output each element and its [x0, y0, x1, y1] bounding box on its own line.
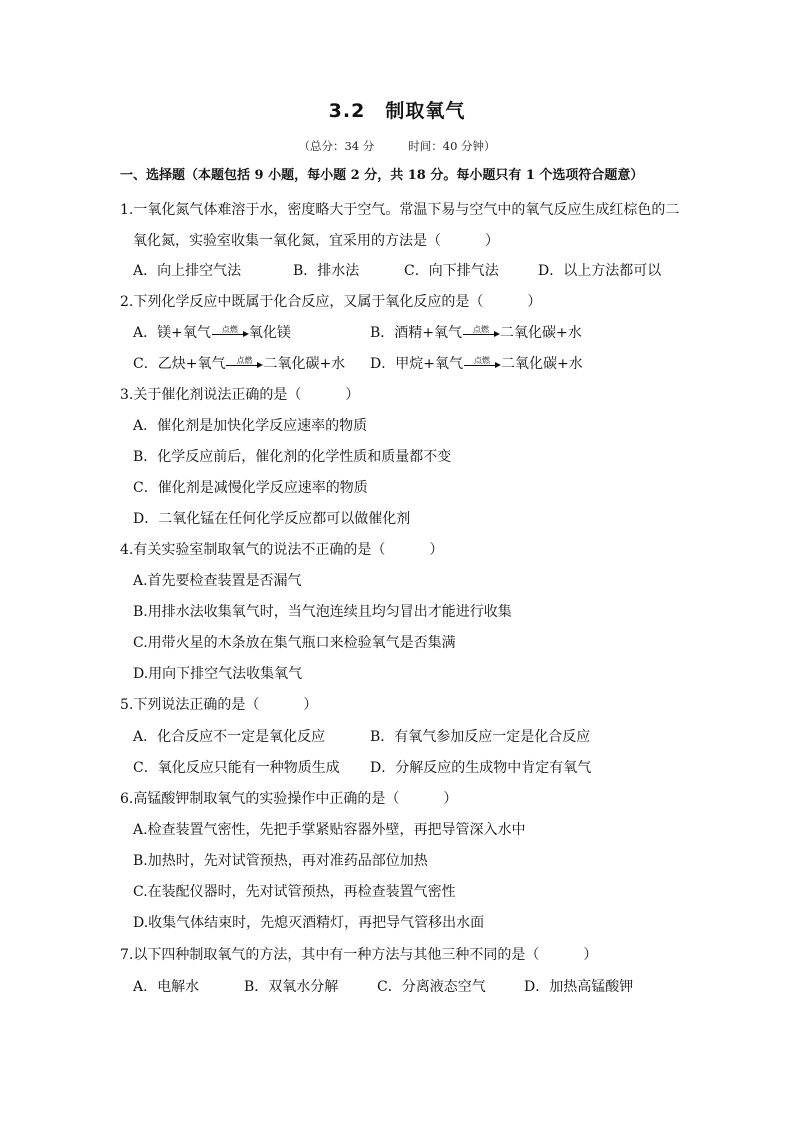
time-limit: 时间：40 分钟）	[408, 139, 496, 153]
question-3-option-d[interactable]: D．二氧化锰在任何化学反应都可以做催化剂	[133, 511, 411, 527]
section-heading: 一、选择题（本题包括 9 小题，每小题 2 分，共 18 分。每小题只有 1 个选项符合题意）	[120, 168, 644, 183]
question-1-option-a[interactable]: A．向上排空气法	[133, 263, 242, 279]
question-2-option-b[interactable]: B．酒精+氧气 点燃 二氧化碳+水	[370, 325, 582, 341]
question-7-option-c[interactable]: C．分离液态空气	[377, 979, 486, 995]
question-5-option-a[interactable]: A．化合反应不一定是氧化反应	[133, 729, 326, 745]
question-1-option-d[interactable]: D．以上方法都可以	[538, 263, 662, 279]
question-7-option-b[interactable]: B．双氧水分解	[244, 979, 339, 995]
question-4-option-a[interactable]: A.首先要检查装置是否漏气	[133, 573, 302, 589]
question-1-stem-cont: 氧化氮，实验室收集一氧化氮，宜采用的方法是（ ）	[133, 233, 499, 249]
question-6-option-c[interactable]: C.在装配仪器时，先对试管预热，再检查装置气密性	[133, 884, 456, 900]
question-3-option-c[interactable]: C．催化剂是减慢化学反应速率的物质	[133, 480, 368, 496]
page-title: 3.2 制取氧气	[328, 100, 466, 122]
reaction-arrow-icon: 点燃	[226, 357, 262, 371]
question-5-stem: 5.下列说法正确的是（ ）	[120, 697, 318, 713]
question-3-option-b[interactable]: B．化学反应前后，催化剂的化学性质和质量都不变	[133, 449, 452, 465]
question-7-option-a[interactable]: A．电解水	[133, 979, 200, 995]
question-4-option-d[interactable]: D.用向下排空气法收集氧气	[133, 666, 303, 682]
question-7-stem: 7.以下四种制取氧气的方法，其中有一种方法与其他三种不同的是（ ）	[120, 947, 598, 963]
question-6-option-a[interactable]: A.检查装置气密性，先把手掌紧贴容器外壁，再把导管深入水中	[133, 822, 526, 838]
question-4-option-b[interactable]: B.用排水法收集氧气时，当气泡连续且均匀冒出才能进行收集	[133, 604, 512, 620]
question-7-option-d[interactable]: D．加热高锰酸钾	[524, 979, 634, 995]
reaction-arrow-icon: 点燃	[464, 357, 500, 371]
question-5-option-c[interactable]: C．氧化反应只能有一种物质生成	[133, 760, 340, 776]
question-4-option-c[interactable]: C.用带火星的木条放在集气瓶口来检验氧气是否集满	[133, 635, 456, 651]
question-2-option-c[interactable]: C．乙炔+氧气 点燃 二氧化碳+水	[133, 356, 346, 372]
exam-info	[0, 138, 794, 154]
total-score: （总分：34 分	[298, 139, 375, 153]
question-3-option-a[interactable]: A．催化剂是加快化学反应速率的物质	[133, 418, 368, 434]
reaction-arrow-icon: 点燃	[463, 326, 499, 340]
question-6-stem: 6.高锰酸钾制取氧气的实验操作中正确的是（ ）	[120, 791, 458, 807]
question-6-option-d[interactable]: D.收集气体结束时，先熄灭酒精灯，再把导气管移出水面	[133, 915, 485, 931]
question-6-option-b[interactable]: B.加热时，先对试管预热，再对准药品部位加热	[133, 853, 428, 869]
question-2-stem: 2.下列化学反应中既属于化合反应，又属于氧化反应的是（ ）	[120, 294, 542, 310]
question-1-option-c[interactable]: C．向下排气法	[404, 263, 499, 279]
question-4-stem: 4.有关实验室制取氧气的说法不正确的是（ ）	[120, 542, 444, 558]
question-2-option-d[interactable]: D．甲烷+氧气 点燃 二氧化碳+水	[370, 356, 583, 372]
question-5-option-b[interactable]: B．有氧气参加反应一定是化合反应	[370, 729, 591, 745]
question-5-option-d[interactable]: D．分解反应的生成物中肯定有氧气	[370, 760, 592, 776]
question-2-option-a[interactable]: A．镁+氧气 点燃 氧化镁	[133, 325, 291, 341]
reaction-arrow-icon: 点燃	[212, 326, 248, 340]
question-3-stem: 3.关于催化剂说法正确的是（ ）	[120, 387, 360, 403]
question-1-stem: 1.一氧化氮气体难溶于水，密度略大于空气。常温下易与空气中的氧气反应生成红棕色的二	[120, 202, 680, 218]
question-1-option-b[interactable]: B．排水法	[293, 263, 360, 279]
